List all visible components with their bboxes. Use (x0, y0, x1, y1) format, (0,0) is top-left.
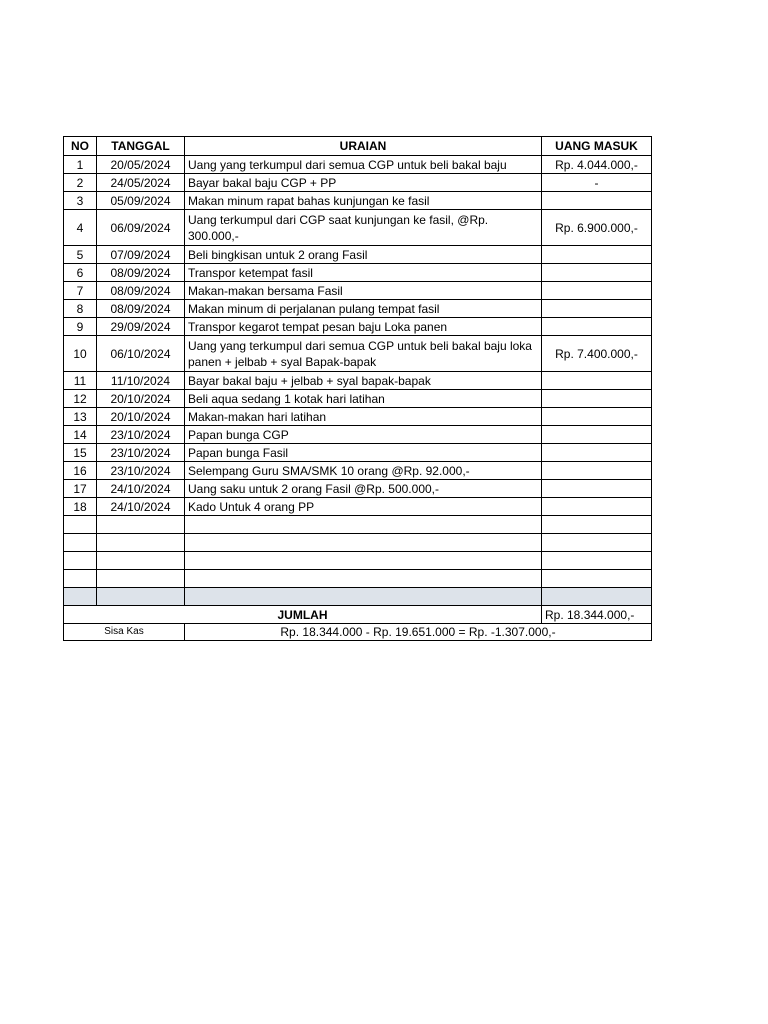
total-amount: Rp. 18.344.000,- (542, 606, 652, 624)
row-uraian: Uang yang terkumpul dari semua CGP untuk beli bakal baju loka panen + jelbab + syal Bapak-bapak (185, 336, 542, 372)
row-uang-masuk (542, 498, 652, 516)
row-tanggal: 08/09/2024 (97, 282, 185, 300)
row-uang-masuk (542, 444, 652, 462)
row-uang-masuk: - (542, 174, 652, 192)
table-row (64, 156, 652, 174)
table-row (64, 498, 652, 516)
row-tanggal: 11/10/2024 (97, 372, 185, 390)
table-row (64, 264, 652, 282)
row-uang-masuk (542, 390, 652, 408)
row-no: 10 (64, 336, 97, 372)
table-row (64, 390, 652, 408)
row-uraian: Transpor ketempat fasil (185, 264, 542, 282)
row-tanggal: 23/10/2024 (97, 426, 185, 444)
row-no: 18 (64, 498, 97, 516)
row-tanggal: 24/10/2024 (97, 498, 185, 516)
row-uraian: Selempang Guru SMA/SMK 10 orang @Rp. 92.000,- (185, 462, 542, 480)
header-uang-masuk: UANG MASUK (542, 137, 652, 156)
row-uraian: Bayar bakal baju + jelbab + syal bapak-bapak (185, 372, 542, 390)
table-row (64, 282, 652, 300)
total-label: JUMLAH (64, 606, 542, 624)
row-tanggal: 24/10/2024 (97, 480, 185, 498)
row-tanggal: 23/10/2024 (97, 462, 185, 480)
total-row (64, 606, 652, 624)
row-tanggal: 07/09/2024 (97, 246, 185, 264)
row-uraian: Bayar bakal baju CGP + PP (185, 174, 542, 192)
row-tanggal: 20/05/2024 (97, 156, 185, 174)
row-no: 1 (64, 156, 97, 174)
row-no: 2 (64, 174, 97, 192)
row-tanggal: 29/09/2024 (97, 318, 185, 336)
row-uang-masuk (542, 462, 652, 480)
row-no: 15 (64, 444, 97, 462)
row-uraian: Beli bingkisan untuk 2 orang Fasil (185, 246, 542, 264)
row-tanggal: 06/09/2024 (97, 210, 185, 246)
row-no: 12 (64, 390, 97, 408)
row-no: 17 (64, 480, 97, 498)
table-row (64, 336, 652, 372)
row-uraian: Transpor kegarot tempat pesan baju Loka panen (185, 318, 542, 336)
row-no: 5 (64, 246, 97, 264)
header-no: NO (64, 137, 97, 156)
row-uang-masuk (542, 408, 652, 426)
row-uang-masuk (542, 480, 652, 498)
sisa-kas-row (64, 624, 652, 641)
row-uraian: Beli aqua sedang 1 kotak hari latihan (185, 390, 542, 408)
table-row (64, 318, 652, 336)
row-uraian: Makan-makan bersama Fasil (185, 282, 542, 300)
row-tanggal: 06/10/2024 (97, 336, 185, 372)
row-uang-masuk: Rp. 6.900.000,- (542, 210, 652, 246)
row-uang-masuk: Rp. 7.400.000,- (542, 336, 652, 372)
row-uang-masuk (542, 372, 652, 390)
row-uang-masuk (542, 282, 652, 300)
sisa-kas-label: Sisa Kas (64, 624, 185, 641)
row-uraian: Makan minum rapat bahas kunjungan ke fasil (185, 192, 542, 210)
empty-row (64, 570, 652, 588)
row-uang-masuk (542, 264, 652, 282)
row-no: 8 (64, 300, 97, 318)
row-uraian: Uang saku untuk 2 orang Fasil @Rp. 500.000,- (185, 480, 542, 498)
row-no: 9 (64, 318, 97, 336)
row-uraian: Makan minum di perjalanan pulang tempat fasil (185, 300, 542, 318)
table-row (64, 372, 652, 390)
row-tanggal: 20/10/2024 (97, 408, 185, 426)
header-tanggal: TANGGAL (97, 137, 185, 156)
row-no: 13 (64, 408, 97, 426)
row-tanggal: 08/09/2024 (97, 264, 185, 282)
table-body (64, 156, 652, 516)
row-uraian: Uang terkumpul dari CGP saat kunjungan ke fasil, @Rp. 300.000,- (185, 210, 542, 246)
table-row (64, 408, 652, 426)
header-row (64, 137, 652, 156)
cash-ledger-table (63, 136, 652, 641)
table-row (64, 246, 652, 264)
header-uraian: URAIAN (185, 137, 542, 156)
row-tanggal: 24/05/2024 (97, 174, 185, 192)
row-no: 6 (64, 264, 97, 282)
row-no: 7 (64, 282, 97, 300)
row-uang-masuk (542, 246, 652, 264)
row-uang-masuk (542, 192, 652, 210)
empty-row (64, 534, 652, 552)
row-uang-masuk (542, 300, 652, 318)
row-no: 16 (64, 462, 97, 480)
row-no: 11 (64, 372, 97, 390)
table-row (64, 210, 652, 246)
row-no: 4 (64, 210, 97, 246)
table-row (64, 480, 652, 498)
row-uraian: Makan-makan hari latihan (185, 408, 542, 426)
row-uang-masuk (542, 318, 652, 336)
table-row (64, 174, 652, 192)
row-tanggal: 05/09/2024 (97, 192, 185, 210)
row-tanggal: 20/10/2024 (97, 390, 185, 408)
row-no: 14 (64, 426, 97, 444)
row-uang-masuk (542, 426, 652, 444)
sisa-kas-value: Rp. 18.344.000 - Rp. 19.651.000 = Rp. -1.307.000,- (185, 624, 652, 641)
table-row (64, 426, 652, 444)
row-tanggal: 08/09/2024 (97, 300, 185, 318)
row-tanggal: 23/10/2024 (97, 444, 185, 462)
table-row (64, 462, 652, 480)
empty-row (64, 552, 652, 570)
empty-row (64, 516, 652, 534)
row-uraian: Papan bunga Fasil (185, 444, 542, 462)
row-uang-masuk: Rp. 4.044.000,- (542, 156, 652, 174)
row-uraian: Uang yang terkumpul dari semua CGP untuk beli bakal baju (185, 156, 542, 174)
row-uraian: Papan bunga CGP (185, 426, 542, 444)
row-uraian: Kado Untuk 4 orang PP (185, 498, 542, 516)
table-row (64, 444, 652, 462)
table-row (64, 192, 652, 210)
table-row (64, 300, 652, 318)
row-no: 3 (64, 192, 97, 210)
shaded-empty-row (64, 588, 652, 606)
